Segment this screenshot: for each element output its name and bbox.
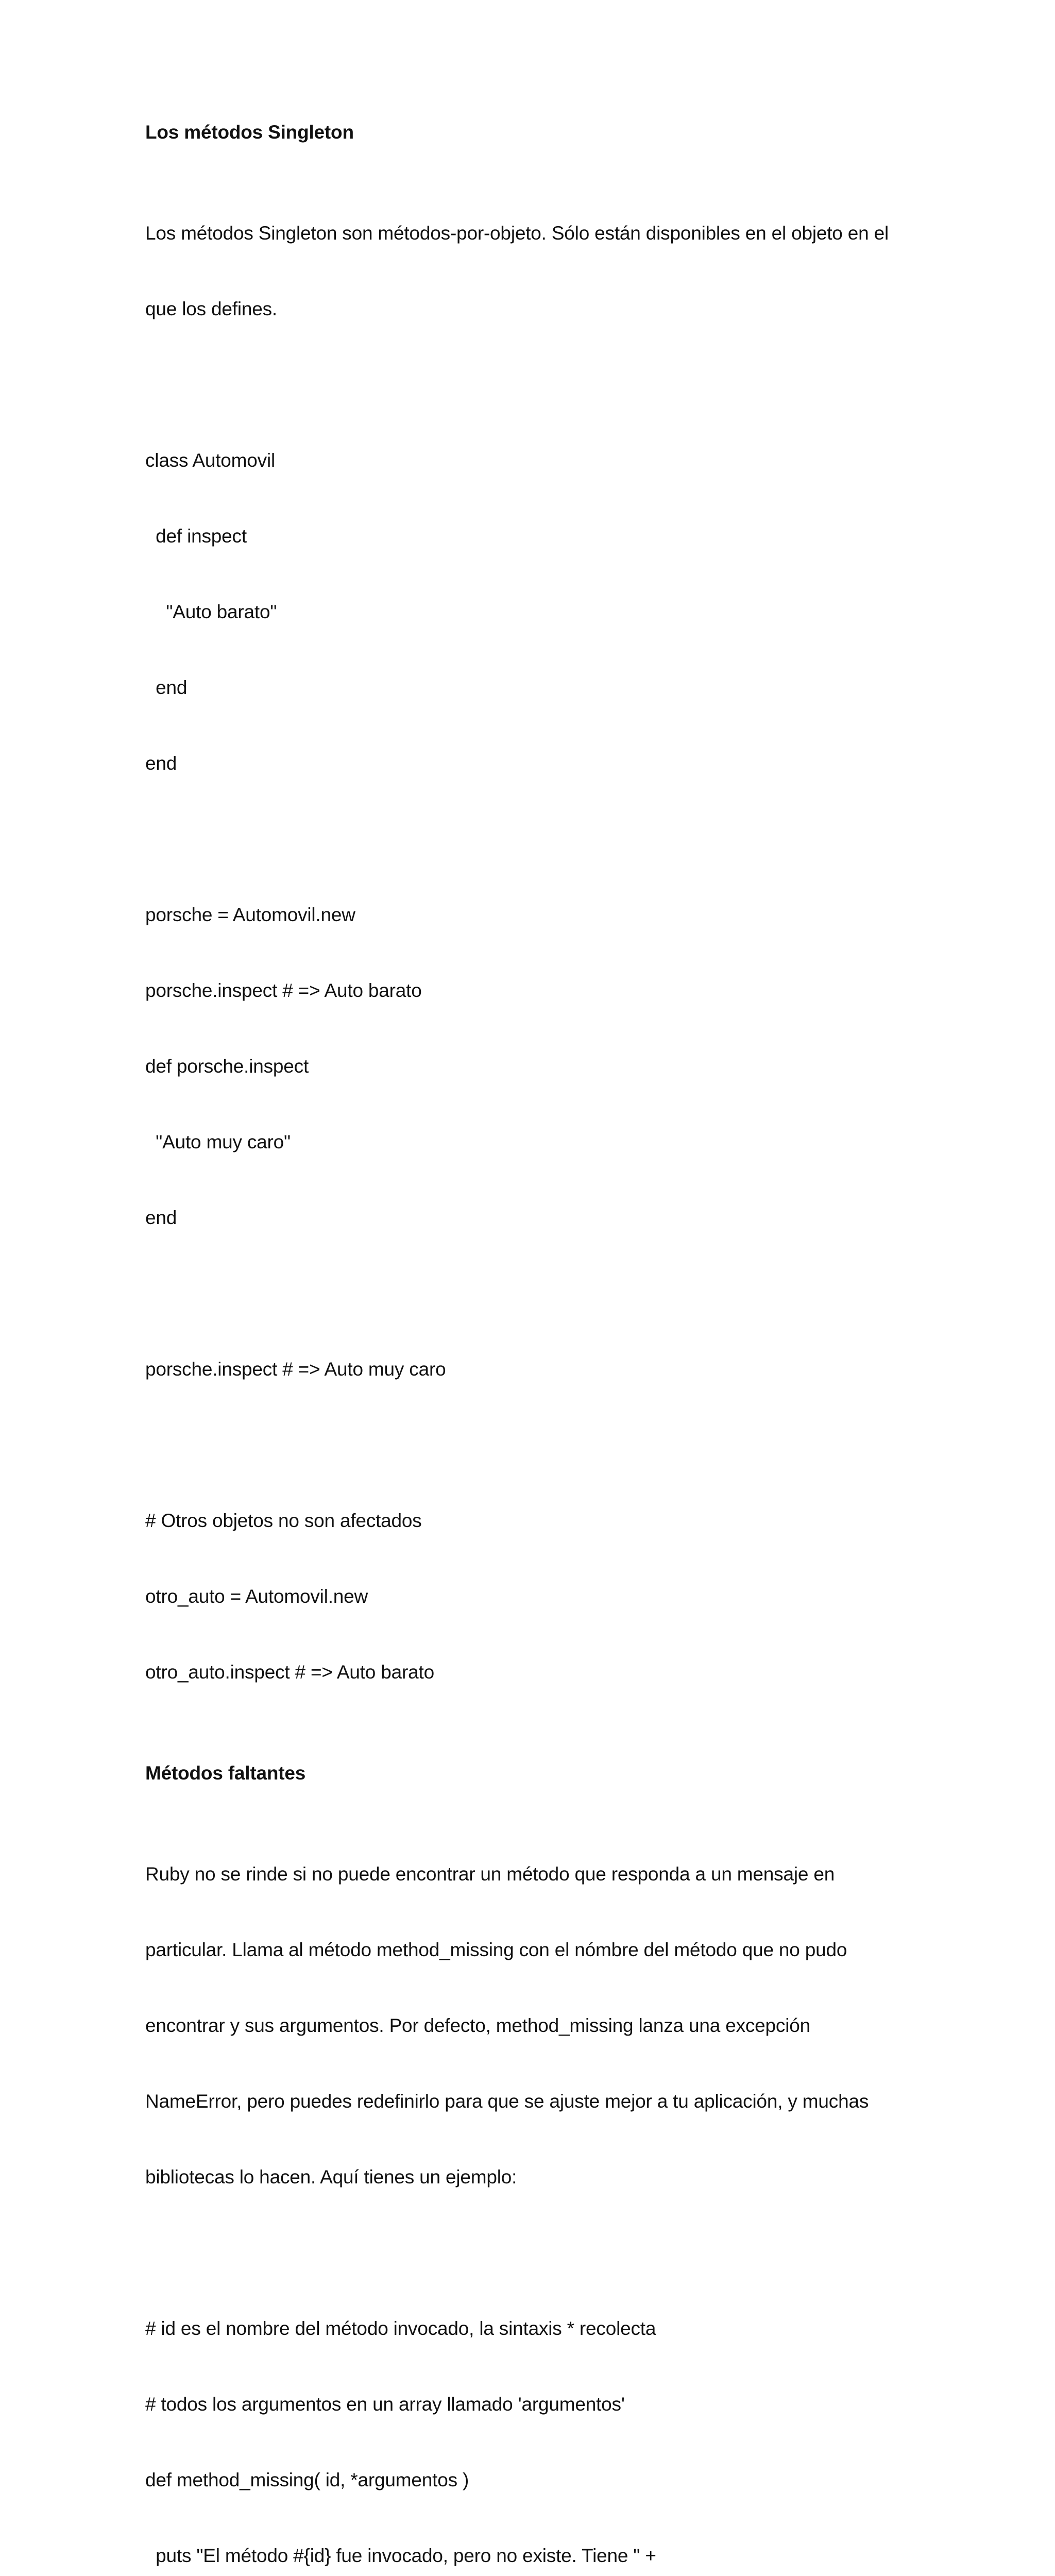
paragraph-line: Ruby no se rinde si no puede encontrar un método que responda a un mensaje en bbox=[145, 1863, 835, 1885]
spacer bbox=[145, 145, 918, 170]
code-block-porsche-definition bbox=[145, 852, 918, 1281]
paragraph-line: bibliotecas lo hacen. Aquí tienes un ejemplo: bbox=[145, 2166, 517, 2188]
missing-methods-paragraph bbox=[145, 1811, 918, 2240]
code-block-porsche-result bbox=[145, 1306, 918, 1432]
paragraph-line: particular. Llama al método method_missing con el nómbre del método que no pudo bbox=[145, 1939, 847, 1960]
spacer bbox=[145, 372, 918, 397]
code-line: class Automovil bbox=[145, 450, 275, 471]
code-line: def inspect bbox=[145, 526, 247, 547]
section-heading-singleton: Los métodos Singleton bbox=[145, 122, 354, 143]
spacer bbox=[145, 1281, 918, 1306]
code-line: def method_missing( id, *argumentos ) bbox=[145, 2469, 469, 2490]
spacer bbox=[145, 2240, 918, 2265]
code-line: "Auto barato" bbox=[145, 601, 277, 622]
code-line: end bbox=[145, 1207, 177, 1228]
code-line: end bbox=[145, 677, 188, 698]
code-line: "Auto muy caro" bbox=[145, 1131, 291, 1153]
spacer bbox=[145, 1735, 918, 1760]
code-line: def porsche.inspect bbox=[145, 1056, 309, 1077]
code-line: # id es el nombre del método invocado, la sintaxis * recolecta bbox=[145, 2318, 656, 2339]
spacer bbox=[145, 1432, 918, 1458]
code-line: end bbox=[145, 753, 177, 774]
code-line: otro_auto.inspect # => Auto barato bbox=[145, 1662, 434, 1683]
document-content bbox=[145, 120, 918, 2576]
paragraph-line: NameError, pero puedes redefinirlo para que se ajuste mejor a tu aplicación, y muchas bbox=[145, 2091, 869, 2112]
paragraph-line: encontrar y sus argumentos. Por defecto, method_missing lanza una excepción bbox=[145, 2015, 811, 2036]
code-line: porsche.inspect # => Auto muy caro bbox=[145, 1359, 446, 1380]
paragraph-line: que los defines. bbox=[145, 298, 277, 319]
code-line: # todos los argumentos en un array llamado 'argumentos' bbox=[145, 2394, 625, 2415]
spacer bbox=[145, 826, 918, 852]
code-line: porsche = Automovil.new bbox=[145, 904, 355, 925]
singleton-intro-paragraph bbox=[145, 170, 918, 372]
code-line: # Otros objetos no son afectados bbox=[145, 1510, 422, 1531]
code-line: puts "El método #{id} fue invocado, pero no existe. Tiene " + bbox=[145, 2545, 656, 2566]
code-line: porsche.inspect # => Auto barato bbox=[145, 980, 422, 1001]
paragraph-line: Los métodos Singleton son métodos-por-objeto. Sólo están disponibles en el objeto en el bbox=[145, 223, 889, 244]
spacer bbox=[145, 1786, 918, 1811]
code-line: otro_auto = Automovil.new bbox=[145, 1586, 368, 1607]
code-block-class-automovil bbox=[145, 397, 918, 826]
section-heading-missing-methods: Métodos faltantes bbox=[145, 1762, 306, 1784]
code-block-method-missing bbox=[145, 2265, 918, 2576]
code-block-other-objects bbox=[145, 1458, 918, 1735]
